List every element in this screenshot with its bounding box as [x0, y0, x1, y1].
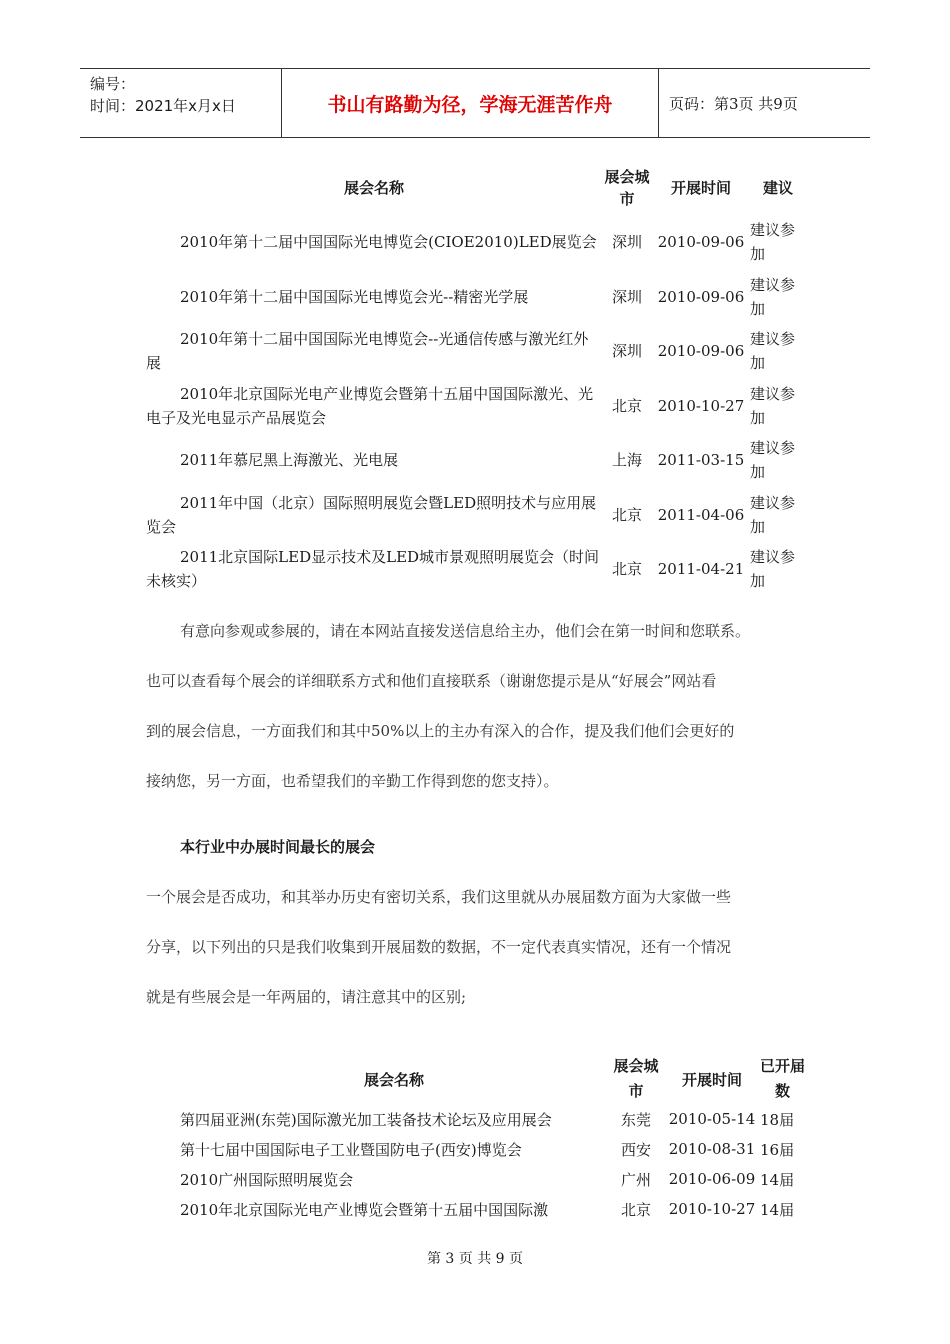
- exhibition-suggestion: 建议参加: [750, 439, 796, 482]
- column-header-count: 已开届数: [760, 1057, 806, 1100]
- column-header-name: 展会名称: [363, 1070, 424, 1089]
- table-row: [146, 324, 806, 379]
- exhibition-date: 2011-04-06: [657, 505, 745, 524]
- section-title: 本行业中办展时间最长的展会: [180, 838, 376, 856]
- contact-paragraph-line: 接纳您，另一方面，也希望我们的辛勤工作得到您的您支持）。: [146, 772, 559, 790]
- table-row: [180, 1194, 805, 1224]
- table-row: [146, 488, 806, 543]
- exhibition-city: 北京: [611, 396, 642, 415]
- contact-paragraph-line: 到的展会信息，一方面我们和其中50%以上的主办有深入的合作，提及我们他们会更好的: [146, 722, 735, 740]
- exhibition-suggestion: 建议参加: [750, 493, 796, 536]
- column-header-city: 展会城市: [604, 167, 650, 208]
- exhibition-suggestion: 建议参加: [750, 548, 796, 591]
- contact-paragraph-line: 有意向参观或参展的，请在本网站直接发送信息给主办，他们会在第一时间和您联系。: [180, 622, 751, 640]
- column-header-name: 展会名称: [343, 179, 404, 197]
- table-row: [146, 215, 806, 270]
- header-motto: 书山有路勤为径，学海无涯苦作舟: [282, 69, 659, 137]
- exhibition-suggestion: 建议参加: [750, 384, 796, 427]
- exhibition-city: 东莞: [620, 1110, 651, 1129]
- exhibition-date: 2010-10-27: [668, 1200, 756, 1218]
- exhibition-name: 2010年第十二届中国国际光电博览会光--精密光学展: [180, 287, 529, 306]
- exhibition-name: 2010年第十二届中国国际光电博览会--光通信传感与激光红外展: [146, 330, 589, 373]
- column-header-city: 展会城市: [613, 1057, 659, 1100]
- exhibition-count: 14届: [760, 1170, 795, 1189]
- exhibition-suggestion: 建议参加: [750, 330, 796, 373]
- header-page-label: 页码：第3页 共9页: [669, 94, 798, 113]
- exhibition-name: 第十七届中国国际电子工业暨国防电子(西安)博览会: [180, 1140, 522, 1159]
- exhibition-city: 深圳: [611, 287, 642, 306]
- table-header-row: [146, 160, 806, 215]
- exhibition-date: 2011-03-15: [657, 451, 745, 470]
- exhibition-city: 广州: [620, 1170, 651, 1189]
- exhibition-name: 2010年北京国际光电产业博览会暨第十五届中国国际激光、光电子及光电显示产品展览会: [146, 384, 594, 427]
- exhibition-table: [146, 160, 806, 597]
- table-row: [180, 1164, 805, 1194]
- header-number: 编号：: [90, 75, 136, 93]
- exhibition-date: 2011-04-21: [657, 560, 745, 579]
- exhibition-date: 2010-05-14: [668, 1110, 756, 1128]
- exhibition-city: 西安: [620, 1140, 651, 1159]
- exhibition-date: 2010-09-06: [657, 233, 745, 252]
- exhibition-city: 北京: [611, 505, 642, 524]
- exhibition-date: 2010-09-06: [657, 342, 745, 361]
- exhibition-name: 2010年北京国际光电产业博览会暨第十五届中国国际激: [180, 1200, 549, 1219]
- page-footer: 第 3 页 共 9 页: [426, 1251, 524, 1267]
- table-row: [180, 1134, 805, 1164]
- exhibition-date: 2010-08-31: [668, 1140, 756, 1158]
- table-row: [146, 433, 806, 488]
- exhibition-name: 2011年中国（北京）国际照明展览会暨LED照明技术与应用展览会: [146, 493, 597, 536]
- header-time: 时间：2021年x月x日: [90, 97, 236, 115]
- column-header-date: 开展时间: [681, 1070, 742, 1089]
- exhibition-city: 北京: [620, 1200, 651, 1219]
- exhibition-date: 2010-06-09: [668, 1170, 756, 1188]
- exhibition-name: 2010广州国际照明展览会: [180, 1170, 354, 1189]
- table-header-row: [180, 1054, 805, 1104]
- exhibition-suggestion: 建议参加: [750, 221, 796, 264]
- intro-paragraph-line: 一个展会是否成功，和其举办历史有密切关系，我们这里就从办展届数方面为大家做一些: [146, 888, 732, 906]
- exhibition-name: 2011年慕尼黑上海激光、光电展: [180, 451, 399, 470]
- column-header-suggestion: 建议: [762, 178, 793, 197]
- exhibition-city: 深圳: [611, 233, 642, 252]
- exhibition-date: 2010-09-06: [657, 287, 745, 306]
- exhibition-city: 北京: [611, 560, 642, 579]
- contact-paragraph-line: 也可以查看每个展会的详细联系方式和他们直接联系（谢谢您提示是从“好展会”网站看: [146, 672, 717, 690]
- exhibition-date: 2010-10-27: [657, 396, 745, 415]
- exhibition-count: 16届: [760, 1140, 795, 1159]
- exhibition-count: 18届: [760, 1110, 795, 1129]
- column-header-date: 开展时间: [670, 178, 731, 197]
- table-row: [146, 379, 806, 434]
- table-row: [146, 542, 806, 597]
- header-meta: [80, 69, 282, 137]
- exhibition-count: 14届: [760, 1200, 795, 1219]
- table-row: [146, 270, 806, 325]
- document-header: [80, 68, 870, 138]
- intro-paragraph-line: 就是有些展会是一年两届的，请注意其中的区别;: [146, 988, 467, 1006]
- longest-running-table: [180, 1054, 805, 1224]
- exhibition-city: 深圳: [611, 342, 642, 361]
- exhibition-suggestion: 建议参加: [750, 275, 796, 318]
- exhibition-name: 2011北京国际LED显示技术及LED城市景观照明展览会（时间未核实）: [146, 548, 600, 591]
- exhibition-name: 2010年第十二届中国国际光电博览会(CIOE2010)LED展览会: [180, 233, 597, 252]
- intro-paragraph-line: 分享，以下列出的只是我们收集到开展届数的数据，不一定代表真实情况，还有一个情况: [146, 938, 732, 956]
- exhibition-city: 上海: [611, 451, 642, 470]
- table-row: [180, 1104, 805, 1134]
- exhibition-name: 第四届亚洲(东莞)国际激光加工装备技术论坛及应用展会: [180, 1110, 552, 1129]
